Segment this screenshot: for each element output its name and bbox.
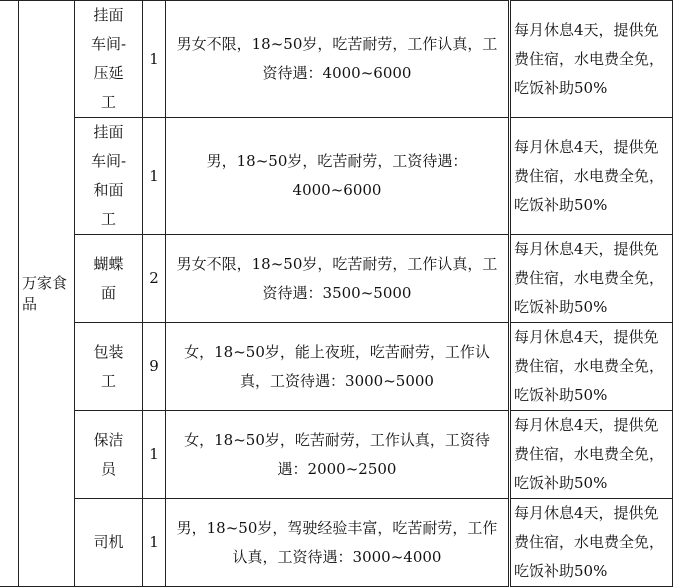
benefits-cell: 每月休息4天，提供免费住宿，水电费全免，吃饭补助50% (510, 235, 673, 323)
requirements-cell: 男，18~50岁，驾驶经验丰富，吃苦耐劳，工作认真，工资待遇：3000~4000 (166, 499, 510, 587)
position-cell (75, 235, 143, 323)
position-name: 蝴蝶面 (93, 254, 124, 302)
table-row (0, 499, 673, 587)
position-name: 保洁员 (93, 430, 124, 478)
requirements-cell: 男，18~50岁，吃苦耐劳，工资待遇：4000~6000 (166, 118, 510, 235)
benefits-cell: 每月休息4天，提供免费住宿，水电费全免，吃饭补助50% (510, 118, 673, 235)
position-cell (75, 411, 143, 499)
table-row (0, 1, 673, 118)
count-cell: 1 (143, 411, 166, 499)
count-cell: 1 (143, 1, 166, 118)
benefits-cell: 每月休息4天，提供免费住宿，水电费全免，吃饭补助50% (510, 1, 673, 118)
company-name: 万家食品 (22, 273, 68, 313)
position-cell (75, 323, 143, 411)
position-name: 挂面车间-压延工 (90, 6, 127, 111)
requirements-cell: 男女不限，18~50岁，吃苦耐劳，工作认真，工资待遇：3500~5000 (166, 235, 510, 323)
blank-column (0, 1, 19, 587)
table-row (0, 235, 673, 323)
table-row (0, 411, 673, 499)
table-row (0, 118, 673, 235)
position-cell (75, 1, 143, 118)
benefits-cell: 每月休息4天，提供免费住宿，水电费全免，吃饭补助50% (510, 323, 673, 411)
requirements-cell: 女，18~50岁，吃苦耐劳，工作认真，工资待遇：2000~2500 (166, 411, 510, 499)
requirements-cell: 男女不限，18~50岁，吃苦耐劳，工作认真，工资待遇：4000~6000 (166, 1, 510, 118)
position-name: 挂面车间-和面工 (90, 123, 127, 228)
count-cell: 1 (143, 118, 166, 235)
requirements-cell: 女，18~50岁，能上夜班，吃苦耐劳，工作认真，工资待遇：3000~5000 (166, 323, 510, 411)
position-cell (75, 499, 143, 587)
benefits-cell: 每月休息4天，提供免费住宿，水电费全免，吃饭补助50% (510, 499, 673, 587)
position-cell (75, 118, 143, 235)
count-cell: 1 (143, 499, 166, 587)
count-cell: 2 (143, 235, 166, 323)
table-row (0, 323, 673, 411)
position-name: 包装工 (93, 342, 124, 390)
company-cell (19, 1, 75, 587)
benefits-cell: 每月休息4天，提供免费住宿，水电费全免，吃饭补助50% (510, 411, 673, 499)
count-cell: 9 (143, 323, 166, 411)
position-name: 司机 (93, 533, 124, 551)
